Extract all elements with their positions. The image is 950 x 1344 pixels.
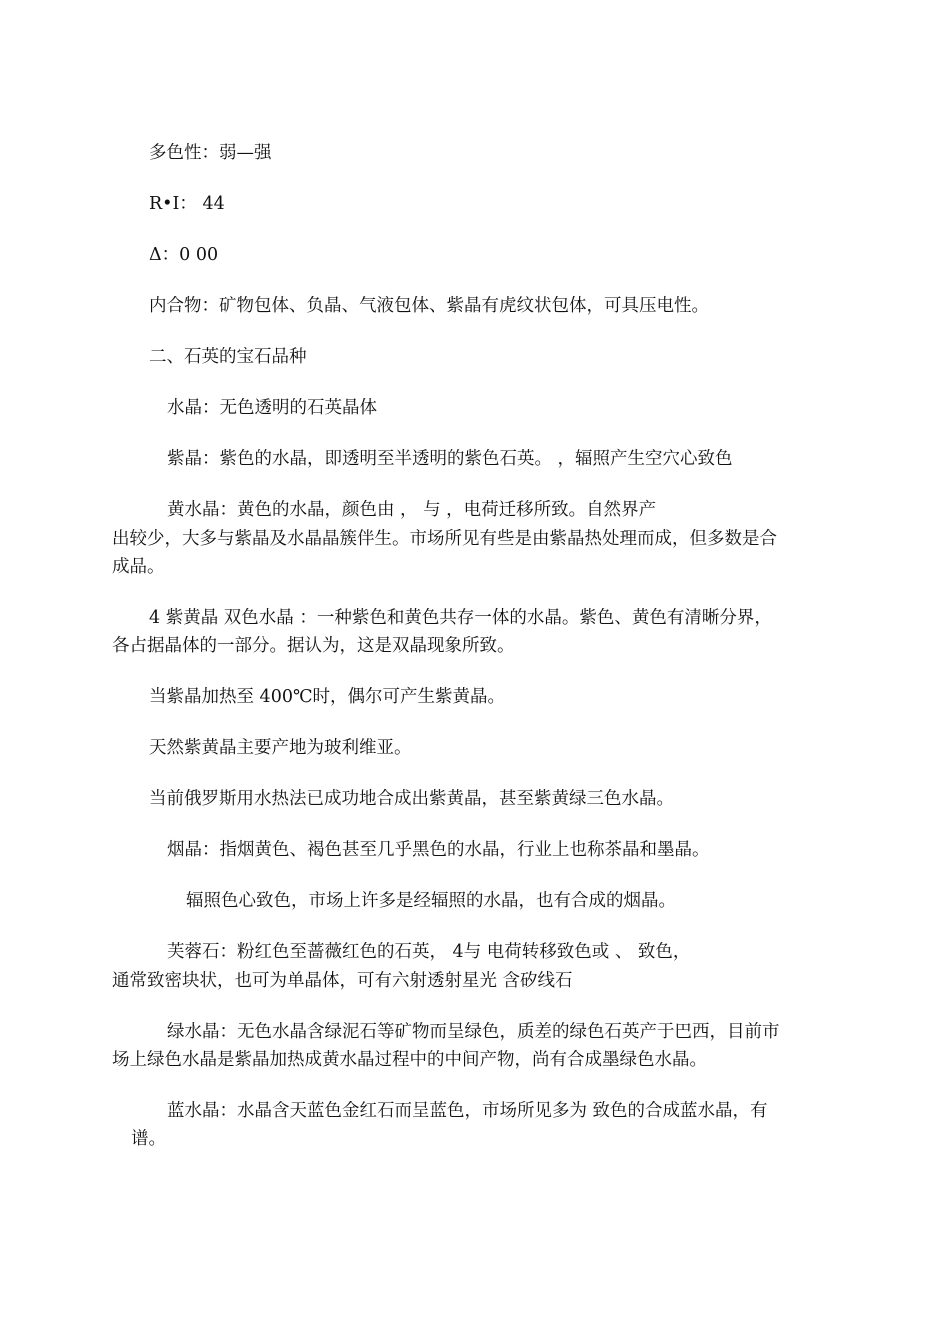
ametrine-synthesis-line: 当前俄罗斯用水热法已成功地合成出紫黄晶，甚至紫黄绿三色水晶。 [149,789,674,809]
ametrine-line-2: 各占据晶体的一部分。据认为，这是双晶现象所致。 [112,636,515,656]
blue-quartz-line-2: 谱。 [131,1129,166,1149]
rock-crystal-line: 水晶：无色透明的石英晶体 [167,398,377,418]
citrine-line-3: 成品。 [112,557,165,577]
ametrine-origin-line: 天然紫黄晶主要产地为玻利维亚。 [149,738,412,758]
ametrine-heating-line: 当紫晶加热至 400℃时，偶尔可产生紫黄晶。 [149,687,506,707]
section-heading: 二、石英的宝石品种 [149,347,307,367]
pleochroism-line: 多色性：弱—强 [149,143,272,163]
rose-quartz-line-1: 芙蓉石：粉红色至蔷薇红色的石英， 4与 电荷转移致色或 、 致色， [167,942,691,962]
smoky-quartz-line-2: 辐照色心致色，市场上许多是经辐照的水晶，也有合成的烟晶。 [186,891,676,911]
smoky-quartz-line-1: 烟晶：指烟黄色、褐色甚至几乎黑色的水晶，行业上也称茶晶和墨晶。 [167,840,710,860]
citrine-line-1: 黄水晶：黄色的水晶，颜色由 ， 与 ，电荷迁移所致。自然界产 [167,500,657,520]
green-quartz-line-2: 场上绿色水晶是紫晶加热成黄水晶过程中的中间产物，尚有合成墨绿色水晶。 [112,1050,707,1070]
blue-quartz-line-1: 蓝水晶：水晶含天蓝色金红石而呈蓝色，市场所见多为 致色的合成蓝水晶，有 [167,1101,768,1121]
birefringence-line: Δ：0 00 [149,245,219,265]
rose-quartz-line-2: 通常致密块状，也可为单晶体，可有六射透射星光 含矽线石 [112,971,573,991]
ametrine-line-1: 4 紫黄晶 双色水晶 ：一种紫色和黄色共存一体的水晶。紫色、黄色有清晰分界， [149,608,772,628]
citrine-line-2: 出较少，大多与紫晶及水晶晶簇伴生。市场所见有些是由紫晶热处理而成，但多数是合 [112,529,777,549]
ri-line: R•I： 44 [149,194,225,214]
amethyst-line: 紫晶：紫色的水晶，即透明至半透明的紫色石英。 ，辐照产生空穴心致色 [167,449,733,469]
green-quartz-line-1: 绿水晶：无色水晶含绿泥石等矿物而呈绿色，质差的绿色石英产于巴西，目前市 [167,1022,780,1042]
inclusions-line: 内合物：矿物包体、负晶、气液包体、紫晶有虎纹状包体，可具压电性。 [149,296,709,316]
